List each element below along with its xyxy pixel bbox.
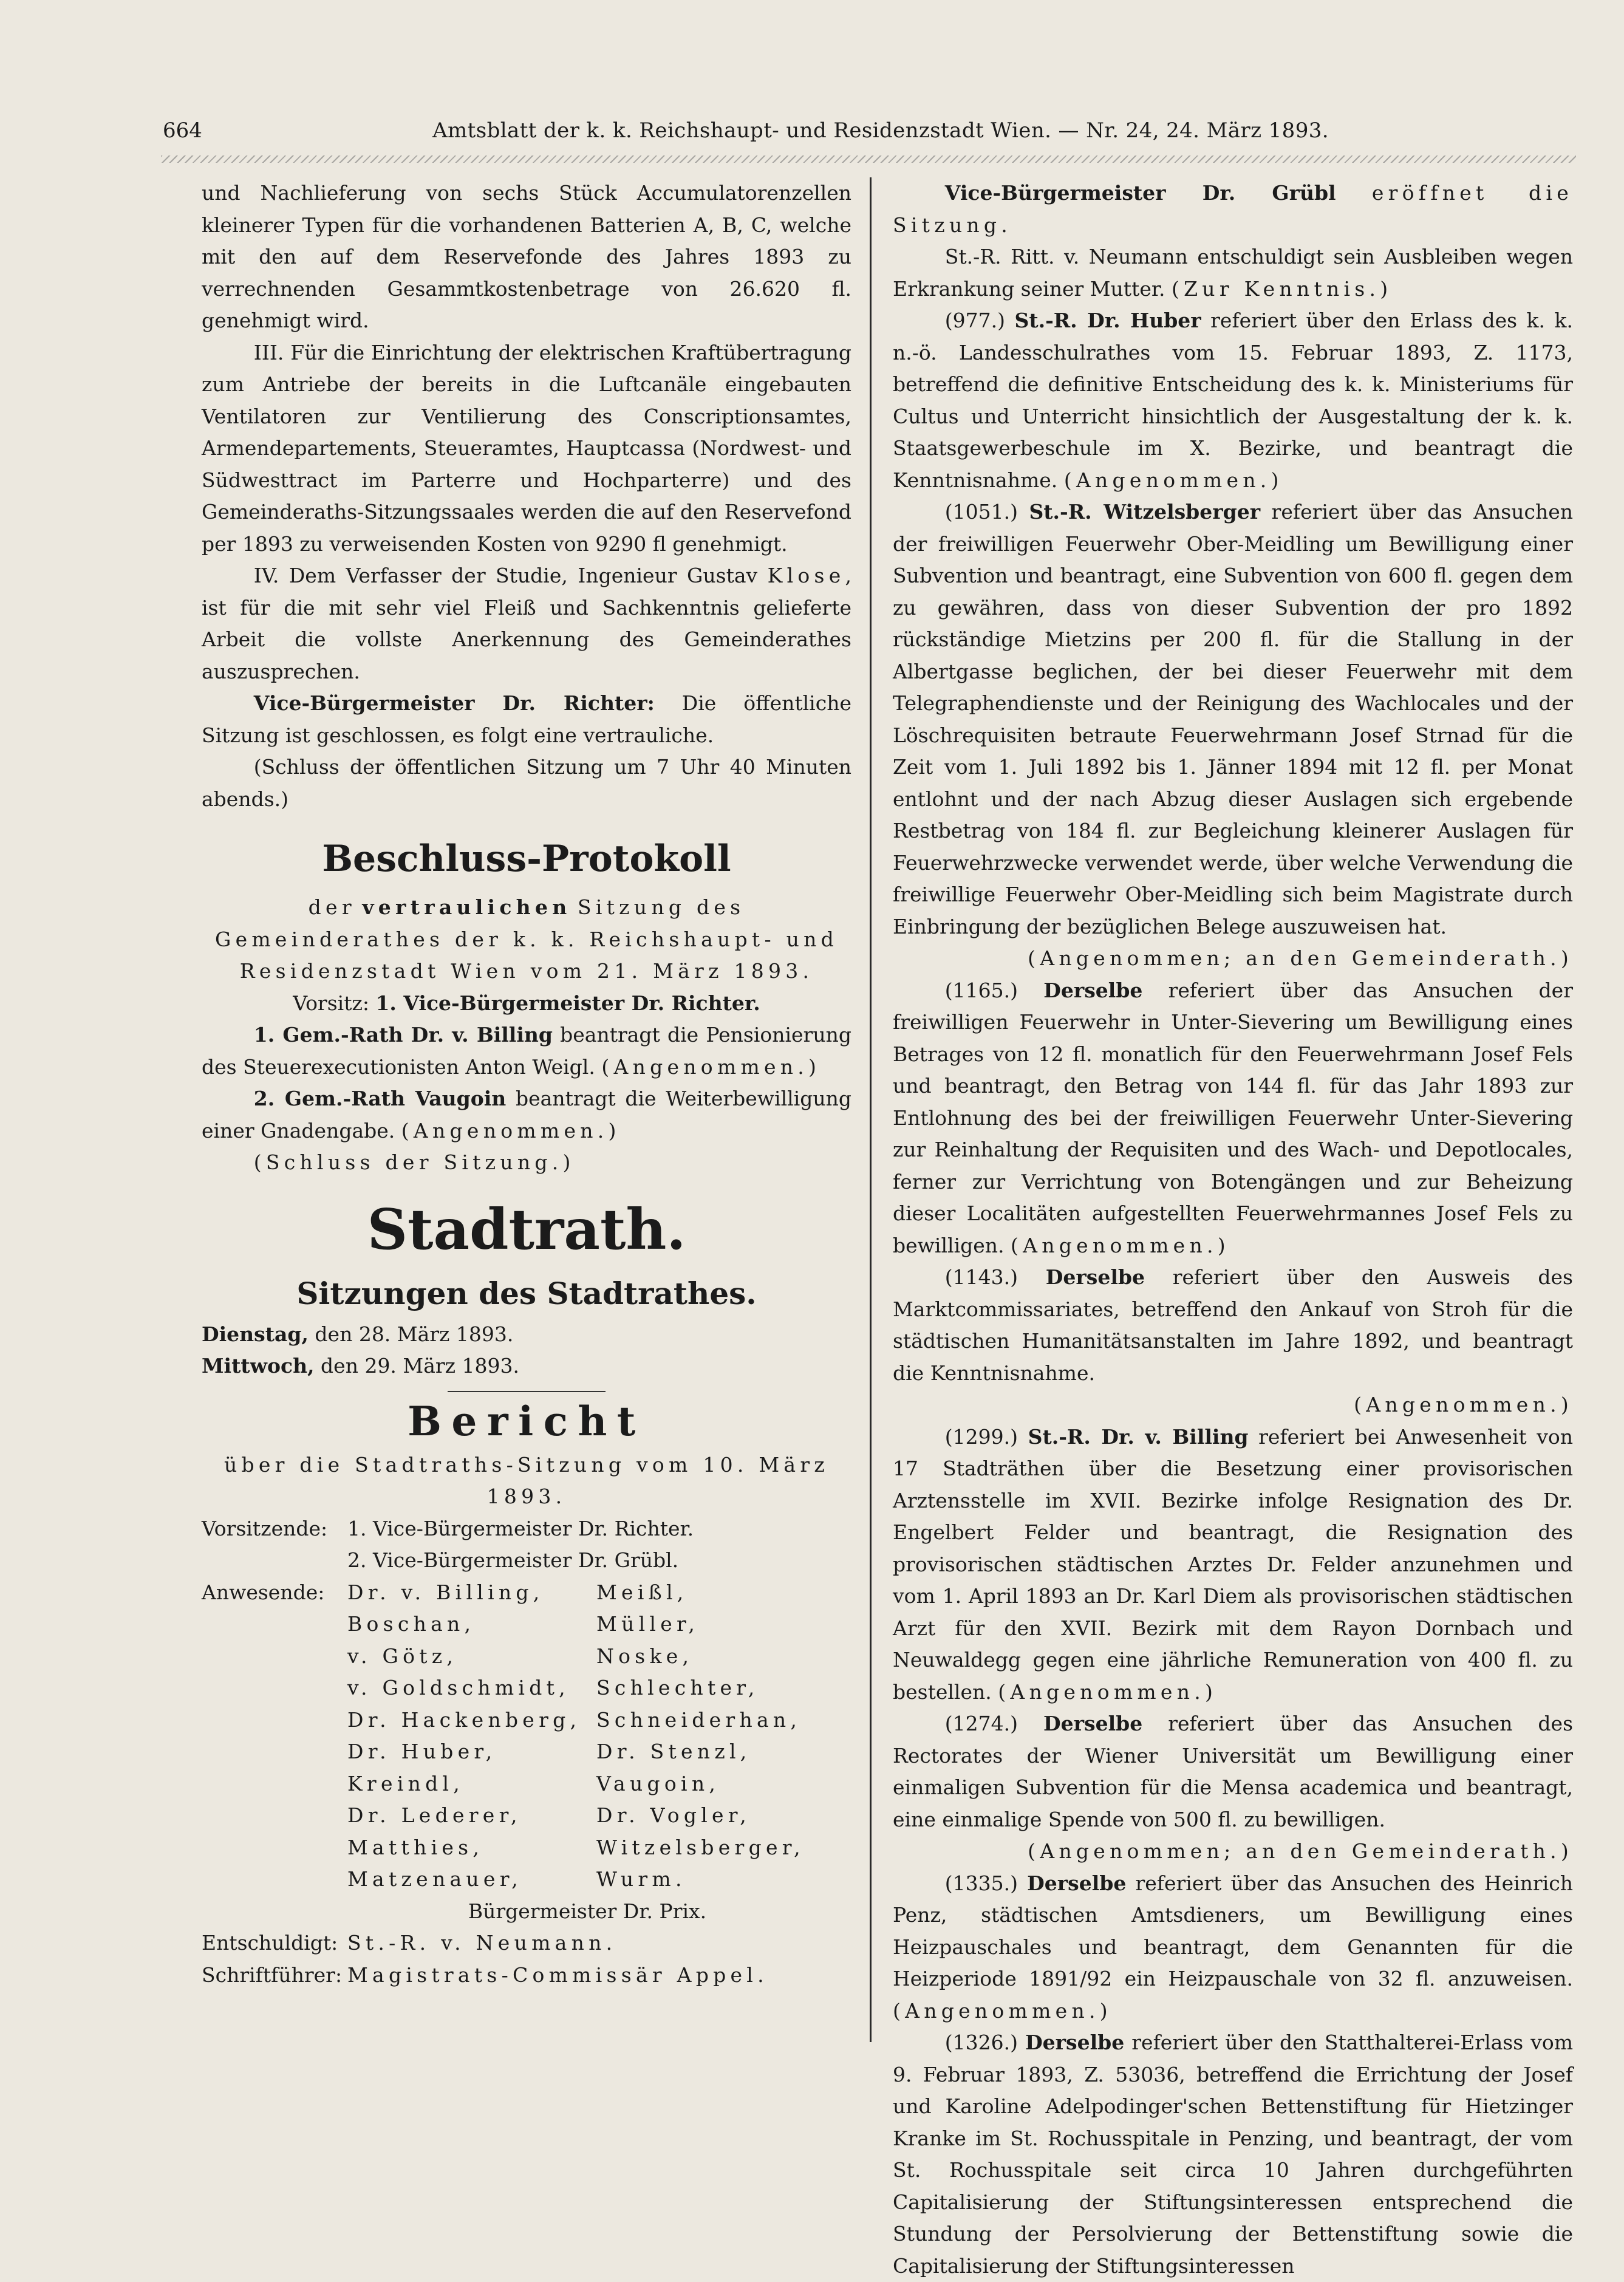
section-iv-text-a: IV. Dem Verfasser der Studie, Ingenieur Gustav [253,564,758,587]
item1-result: (Angenommen.) [601,1054,821,1079]
attendee-right: Schneiderhan, [596,1707,802,1732]
item-number: (1326.) [944,2031,1018,2054]
left-column [202,177,851,1991]
vorsitzende-2: 2. Vice-Bürgermeister Dr. Grübl. [347,1548,679,1572]
neumann-text: St.-R. Ritt. v. Neumann entschuldigt sein Ausbleiben wegen Erkrankung seiner Mutter. [893,245,1573,301]
attendee-left: v. Goldschmidt, [347,1676,570,1700]
page-number: 664 [163,118,202,143]
item-text: referiert über den Ausweis des Marktcommissariates, betreffend den Ankauf von Stroh für die städtischen Humanitätsanstalten im Jahre 1892, und beantragt die Kenntnisnahme. [893,1265,1573,1385]
item-text: referiert bei Anwesenheit von 17 Stadträthen über die Besetzung einer provisorischen Arztensstelle im XVII. Bezirke infolge Resignation des Dr. Engelbert Felder und beantragt, die Resignation des provisorischen städtischen Arztes Dr. Felder anzunehmen und vom 1. April 1893 an Dr. Karl Diem als provisorischen städtischen Arzt für den XVII. Bezirk mit dem Rayon Dornbach und Neuwaldegg gegen eine jährliche Remuneration von 400 fl. zu bestellen. [893,1424,1574,1704]
item-result: (Angenommen.) [1011,1233,1230,1257]
vorsitzende-1: 1. Vice-Bürgermeister Dr. Richter. [347,1516,694,1540]
vorsitzende-label: Vorsitzende: [202,1516,328,1540]
column-divider [870,177,872,2042]
item2-text: beantragt die Weiterbewilligung einer Gnadengabe. [202,1087,851,1143]
protokoll-subtitle [202,892,851,988]
dienstag-date: den 28. März 1893. [315,1322,514,1346]
attendee-right: Dr. Vogler, [596,1803,751,1827]
rapporteur-name: St.-R. Dr. Huber [1014,309,1201,332]
rapporteur-name: St.-R. Dr. v. Billing [1028,1424,1249,1449]
protokoll-item-2 [202,1083,851,1147]
paragraph-section-iii: III. Für die Einrichtung der elektrischen Kraftübertragung zum Antriebe der bereits in die Luftcanäle eingebauten Ventilatoren zur Ventilierung des Conscriptionsamtes, Armendepartements, Steueramtes, Hauptcassa (Nordwest- und Südwesttract im Parterre und Hochparterre) und des Gemeinderaths-Sitzungssaales werden die auf den Reservefond per 1893 zu verweisenden Kosten von 9290 fl genehmigt. [202,340,851,556]
name-klose: Klose [767,564,845,587]
item-number: (1143.) [944,1265,1018,1289]
right-column [893,177,1573,2282]
item-1165 [893,975,1573,1262]
schriftfuehrer: Magistrats-Commissär Appel. [347,1963,768,1987]
mittwoch-day: Mittwoch, [202,1354,315,1378]
page-header [163,115,1329,146]
neumann-result: (Zur Kenntnis.) [1171,276,1393,301]
schriftfuehrer-label: Schriftführer: [202,1963,343,1987]
neumann-excuse [893,241,1573,305]
item2-result: (Angenommen.) [401,1118,621,1143]
attendee-right: Schlechter, [596,1676,759,1700]
item-result: (Angenommen.) [1354,1393,1573,1416]
item-1274 [893,1708,1573,1836]
protokoll-sub-a: der [308,895,356,919]
section-iv-text-b: , ist für die mit sehr viel Fleiß und Sachkenntnis gelieferte Arbeit die vollste Anerkennung des Gemeinderathes auszusprechen. [202,564,851,683]
item-text: referiert über das Ansuchen der freiwilligen Feuerwehr in Unter-Sievering um Bewilligung eines Betrages von 12 fl. monatlich für den Feuerwehrmann Josef Fels und beantragt, den Betrag von 144 fl. für das Jahr 1893 zur Entlohnung des bei der freiwilligen Feuerwehr Unter-Sievering zur Reinhaltung der Requisiten und des Wach- und Depotlocales, ferner zur Verrichtung von Botengängen und zur Beheizung dieser Localitäten aufgestellten Feuerwehrmannes Josef Fels zu bewilligen. [893,978,1573,1257]
dienstag-day: Dienstag, [202,1322,309,1346]
opening-text: eröffnet die Sitzung. [893,181,1573,237]
protokoll-end: (Schluss der Sitzung.) [253,1150,575,1174]
item-result: (Angenommen.) [998,1679,1218,1704]
attendee-right: Noske, [596,1644,694,1668]
item-1335 [893,1868,1573,2027]
protokoll-item-1 [202,1019,851,1083]
item-result: (Angenommen.) [1063,468,1283,492]
attendee-left: Dr. Lederer, [347,1803,522,1827]
item-977 [893,305,1573,496]
vorsitz-label: Vorsitz: [293,991,369,1015]
rapporteur-name: Derselbe [1043,1712,1143,1735]
dienstag-line [202,1319,851,1351]
item-1326 [893,2027,1573,2282]
item-number: (1051.) [944,500,1018,524]
attendee-left: Dr. Hackenberg, [347,1707,581,1732]
rapporteur-name: Derselbe [1045,1265,1145,1289]
rapporteur-name: Derselbe [1025,2031,1125,2054]
paragraph-section-iv [202,560,851,688]
attendee-right: Wurm. [596,1867,686,1891]
paragraph-accumulators: und Nachlieferung von sechs Stück Accumulatorenzellen kleinerer Typen für die vorhandenen Batterien A, B, C, welche mit den auf dem Reservefonde des Jahres 1893 zu verrechnenden Gesammtkostenbetrage von 26.620 fl. genehmigt wird. [202,181,851,332]
attendee-left: Kreindl, [347,1771,465,1795]
item1-text: beantragt die Pensionierung des Steuerexecutionisten Anton Weigl. [202,1023,851,1079]
attendee-left: Boschan, [347,1612,476,1636]
heading-sitzungen: Sitzungen des Stadtrathes. [296,1275,757,1311]
item-1299 [893,1421,1573,1709]
item-number: (1274.) [944,1712,1018,1735]
attendee-right: Vaugoin, [596,1771,720,1795]
attendee-left: Dr. v. Billing, [347,1580,544,1604]
item-text: referiert über den Statthalterei-Erlass vom 9. Februar 1893, Z. 53036, betreffend die Errichtung der Josef und Karoline Adelpodinger'schen Bettenstiftung für Hietzinger Kranke im St. Rochusspitale in Penzing, und beantragt, der vom St. Rochusspitale seit circa 10 Jahren durchgeführten Capitalisierung der Stiftungsinteressen entsprechend die Stundung der Persolvierung der Bettenstiftung sowie die Capitalisierung der Stiftungsinteressen [893,2031,1573,2278]
attendee-right: Müller, [596,1612,700,1636]
heading-stadtrath: Stadtrath. [367,1196,686,1262]
header-wavy-rule [161,155,1576,163]
paragraph-session-end: (Schluss der öffentlichen Sitzung um 7 Uhr 40 Minuten abends.) [202,755,851,811]
attendee-left: Matthies, [347,1835,484,1859]
anwesende-label: Anwesende: [202,1580,325,1604]
entschuldigt-label: Entschuldigt: [202,1931,338,1955]
rapporteur-name: Derselbe [1027,1871,1127,1895]
rapporteur-name: Derselbe [1043,978,1143,1002]
speaker-gruebl: Vice-Bürgermeister Dr. Grübl [944,181,1336,205]
item2-head: 2. Gem.-Rath Vaugoin [253,1087,507,1110]
mittwoch-date: den 29. März 1893. [321,1354,520,1378]
vorsitz-line [202,988,851,1020]
item-number: (1299.) [944,1424,1018,1449]
item-result: (Angenommen; an den Gemeinderath.) [1028,1839,1573,1863]
item-1051 [893,496,1573,943]
item-text: referiert über das Ansuchen des Heinrich Penz, städtischen Amtsdieners, um Bewilligung eines Heizpauschales und beantragt, dem Genannten für die Heizperiode 1891/92 ein Heizpauschale von 32 fl. anzuweisen. [893,1871,1573,1990]
protokoll-sub-c: Sitzung des Gemeinderathes der k. k. Reichshaupt- und Residenzstadt Wien vom 21. März 1893. [214,895,839,983]
item1-head: 1. Gem.-Rath Dr. v. Billing [253,1023,553,1047]
item-result: (Angenommen.) [893,1998,1112,2023]
attendee-right: Dr. Stenzl, [596,1740,751,1763]
protokoll-sub-vertraulich: vertraulichen [362,895,571,919]
attendee-right: Meißl, [596,1580,688,1604]
short-rule [448,1391,606,1392]
item-text: referiert über das Ansuchen der freiwilligen Feuerwehr Ober-Meidling um Bewilligung einer Subvention und beantragt, eine Subvention von 600 fl. gegen dem zu gewähren, dass von dieser Subvention der pro 1892 rückständige Mietzins per 200 fl. für die Stallung in der Albertgasse beglichen, der bei dieser Feuerwehr mit dem Telegraphendienste und der Reinigung des Wachlocales und der Löschrequisiten betraute Feuerwehrmann Josef Strnad für die Zeit vom 1. Juli 1892 bis 1. Jänner 1894 mit 12 fl. per Monat entlohnt und der nach Abzug dieser Auslagen sich ergebende Restbetrag von 184 fl. zur Begleichung kleinerer Auslagen für Feuerwehrzwecke verwendet werde, über welche Verwendung die freiwillige Feuerwehr Ober-Meidling sich beim Magistrate durch Einbringung der bezüglichen Belege auszuweisen hat. [893,500,1573,938]
entschuldigt: St.-R. v. Neumann. [347,1931,617,1955]
speaker-richter: Vice-Bürgermeister Dr. Richter: [253,691,655,715]
mittwoch-line [202,1350,851,1382]
attendee-right: Witzelsberger, [596,1835,805,1859]
heading-bericht: Bericht [408,1397,646,1445]
attendee-left: v. Götz, [347,1644,458,1668]
rapporteur-name: St.-R. Witzelsberger [1029,500,1261,524]
richter-closing-text: Die öffentliche Sitzung ist geschlossen, es folgt eine vertrauliche. [202,691,851,747]
paragraph-richter-closing [202,688,851,751]
item-number: (1335.) [944,1871,1018,1895]
heading-beschluss-protokoll: Beschluss-Protokoll [322,838,731,880]
item-number: (1165.) [944,978,1018,1002]
bericht-subtitle: über die Stadtraths-Sitzung vom 10. März 1893. [223,1452,830,1508]
attendee-left: Matzenauer, [347,1867,522,1891]
running-title: Amtsblatt der k. k. Reichshaupt- und Residenzstadt Wien. — Nr. 24, 24. März 1893. [432,118,1329,143]
item-text: referiert über den Erlass des k. k. n.-ö. Landesschulrathes vom 15. Februar 1893, Z. 1173, betreffend die definitive Entscheidung des k. k. Ministeriums für Cultus und Unterricht hinsichtlich der Ausgestaltung der k. k. Staatsgewerbeschule im X. Bezirke, und beantragt die Kenntnisnahme. [893,309,1573,492]
item-number: (977.) [944,309,1006,332]
attendee-left: Dr. Huber, [347,1740,497,1763]
buergermeister: Bürgermeister Dr. Prix. [468,1899,707,1923]
opening-line [893,177,1573,241]
attendance-table [202,1513,851,1992]
vorsitz-name: 1. Vice-Bürgermeister Dr. Richter. [375,991,760,1015]
item-result: (Angenommen; an den Gemeinderath.) [1028,946,1573,970]
item-text: referiert über das Ansuchen des Rectorates der Wiener Universität um Bewilligung einer einmaligen Subvention für die Mensa academica und beantragt, eine einmalige Spende von 500 fl. zu bewilligen. [893,1712,1573,1831]
item-1143 [893,1262,1573,1389]
